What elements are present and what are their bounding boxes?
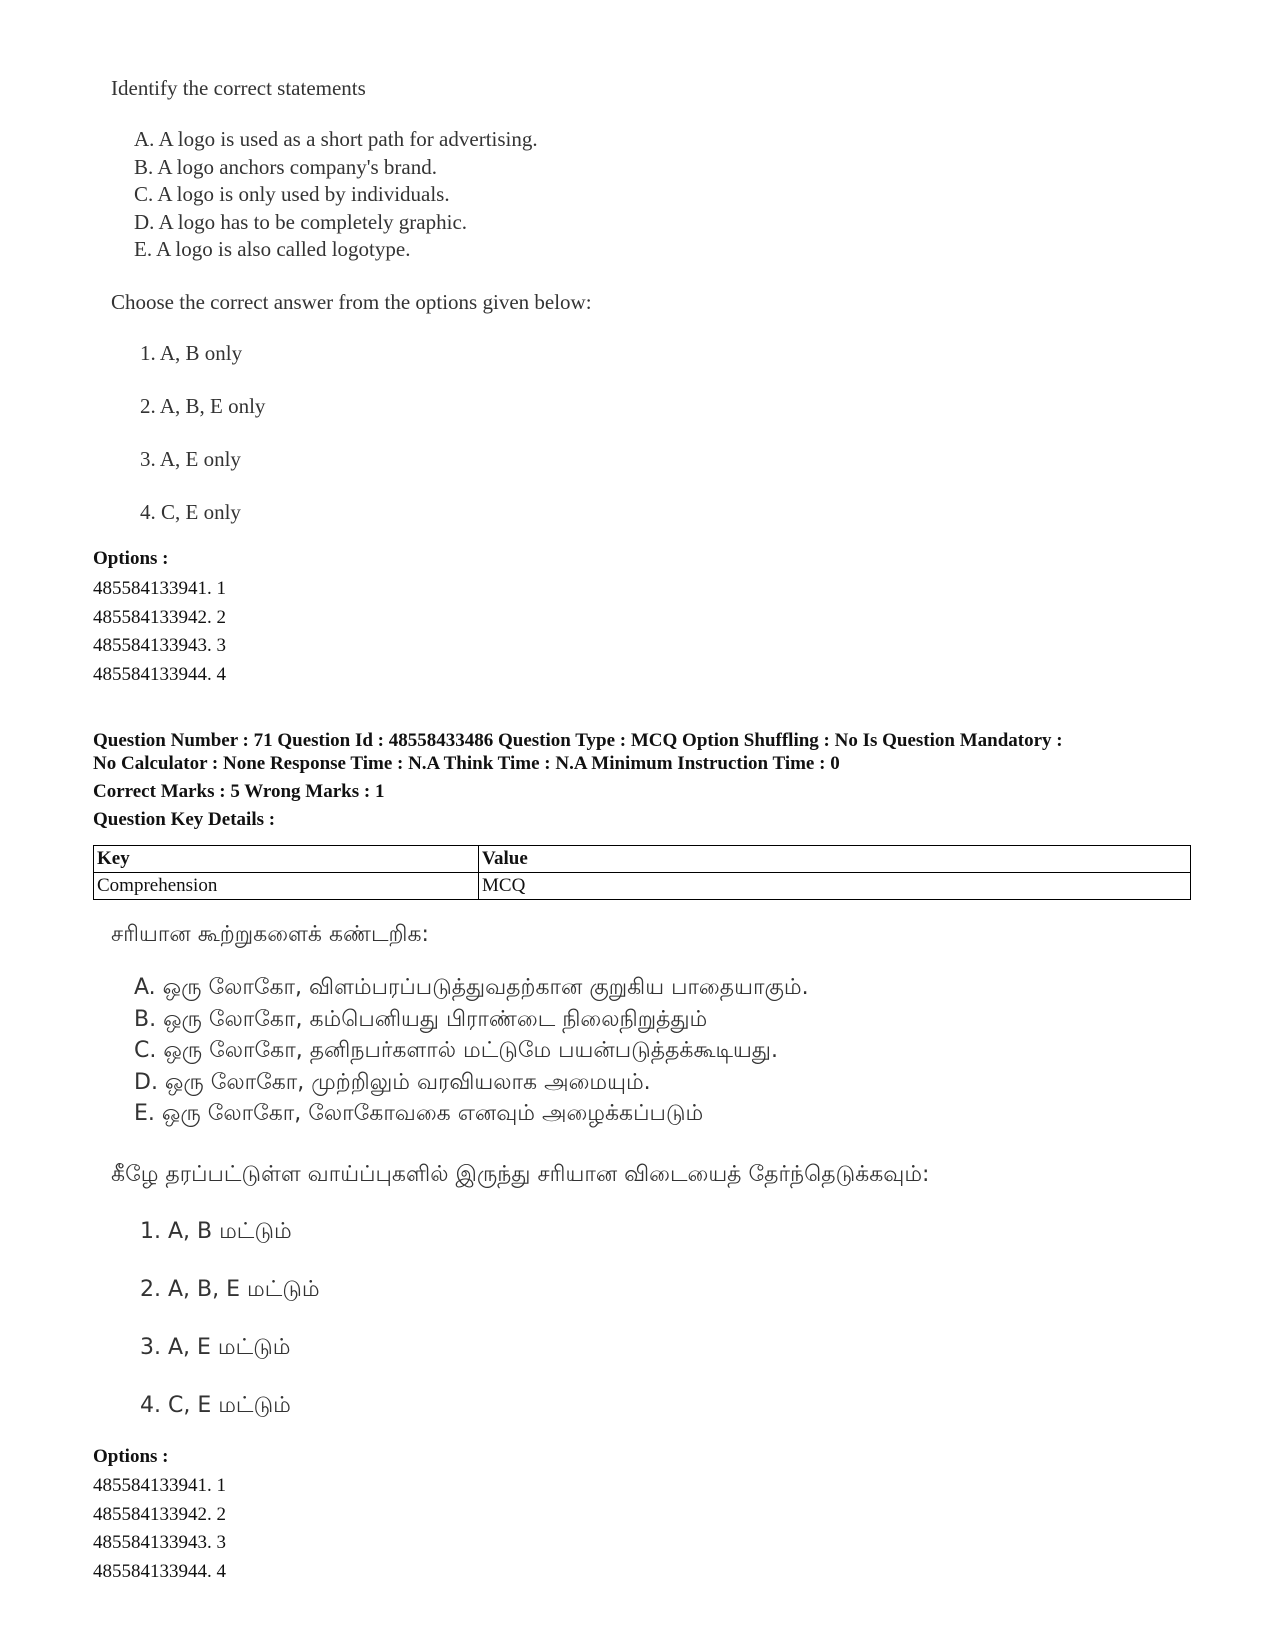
choice-1: 1. A, B மட்டும் [140,1219,292,1244]
table-row [94,873,1191,900]
choice-2: 2. A, B, E only [140,394,266,418]
statement-c: C. ஒரு லோகோ, தனிநபர்களால் மட்டுமே பயன்படுத்தக்கூடியது. [134,1038,778,1063]
options-title: Options : [93,548,169,569]
option-item: 485584133942. 2 [93,1503,226,1525]
choice-3: 3. A, E மட்டும் [140,1335,291,1360]
table-header-row [94,846,1191,873]
table-cell: Comprehension [94,873,479,900]
option-item: 485584133943. 3 [93,1532,226,1553]
table-cell: MCQ [479,873,1191,900]
choose-prompt-tamil: கீழே தரப்பட்டுள்ள வாய்ப்புகளில் இருந்து சரியான விடையைத் தேர்ந்தெடுக்கவும்: [111,1162,930,1187]
statement-b: B. ஒரு லோகோ, கம்பெனியது பிராண்டை நிலைநிறுத்தும் [134,1006,708,1032]
option-item: 485584133944. 4 [93,663,226,685]
options-list [93,1472,226,1586]
question-meta-line1: Question Number : 71 Question Id : 48558433486 Question Type : MCQ Option Shuffling : No Is Question Mandatory : [93,730,1063,751]
key-details-title: Question Key Details : [93,809,276,830]
statement-a: A. A logo is used as a short path for advertising. [134,127,538,151]
option-item: 485584133941. 1 [93,1475,226,1496]
statement-d: D. ஒரு லோகோ, முற்றிலும் வரவியலாக அமையும். [134,1069,651,1095]
statement-d: D. A logo has to be completely graphic. [134,209,468,234]
choose-prompt: Choose the correct answer from the options given below: [111,290,592,314]
key-details-table [93,845,1191,900]
option-item: 485584133943. 3 [93,635,226,656]
statement-b: B. A logo anchors company's brand. [134,154,437,179]
statement-a: A. ஒரு லோகோ, விளம்பரப்படுத்துவதற்கான குறுகிய பாதையாகும். [134,975,809,1000]
question-meta-line2: No Calculator : None Response Time : N.A Think Time : N.A Minimum Instruction Time : 0 [93,753,840,774]
question-intro-tamil: சரியான கூற்றுகளைக் கண்டறிக: [111,922,429,947]
choice-3: 3. A, E only [140,447,241,471]
options-title: Options : [93,1446,169,1467]
option-item: 485584133944. 4 [93,1560,226,1582]
statement-e: E. ஒரு லோகோ, லோகோவகை எனவும் அழைக்கப்படும் [134,1101,704,1126]
choice-4: 4. C, E மட்டும் [140,1393,291,1418]
option-item: 485584133942. 2 [93,606,226,628]
choice-1: 1. A, B only [140,341,243,365]
options-list [93,575,226,689]
question-intro: Identify the correct statements [111,76,366,100]
table-header-value: Value [479,846,1191,873]
choice-2: 2. A, B, E மட்டும் [140,1277,320,1302]
option-item: 485584133941. 1 [93,578,226,599]
statement-list-tamil [134,972,809,1130]
statement-e: E. A logo is also called logotype. [134,237,411,261]
statement-c: C. A logo is only used by individuals. [134,182,450,206]
marks-line: Correct Marks : 5 Wrong Marks : 1 [93,781,385,802]
table-header-key: Key [94,846,479,873]
statement-list [134,126,538,264]
choice-4: 4. C, E only [140,500,241,524]
